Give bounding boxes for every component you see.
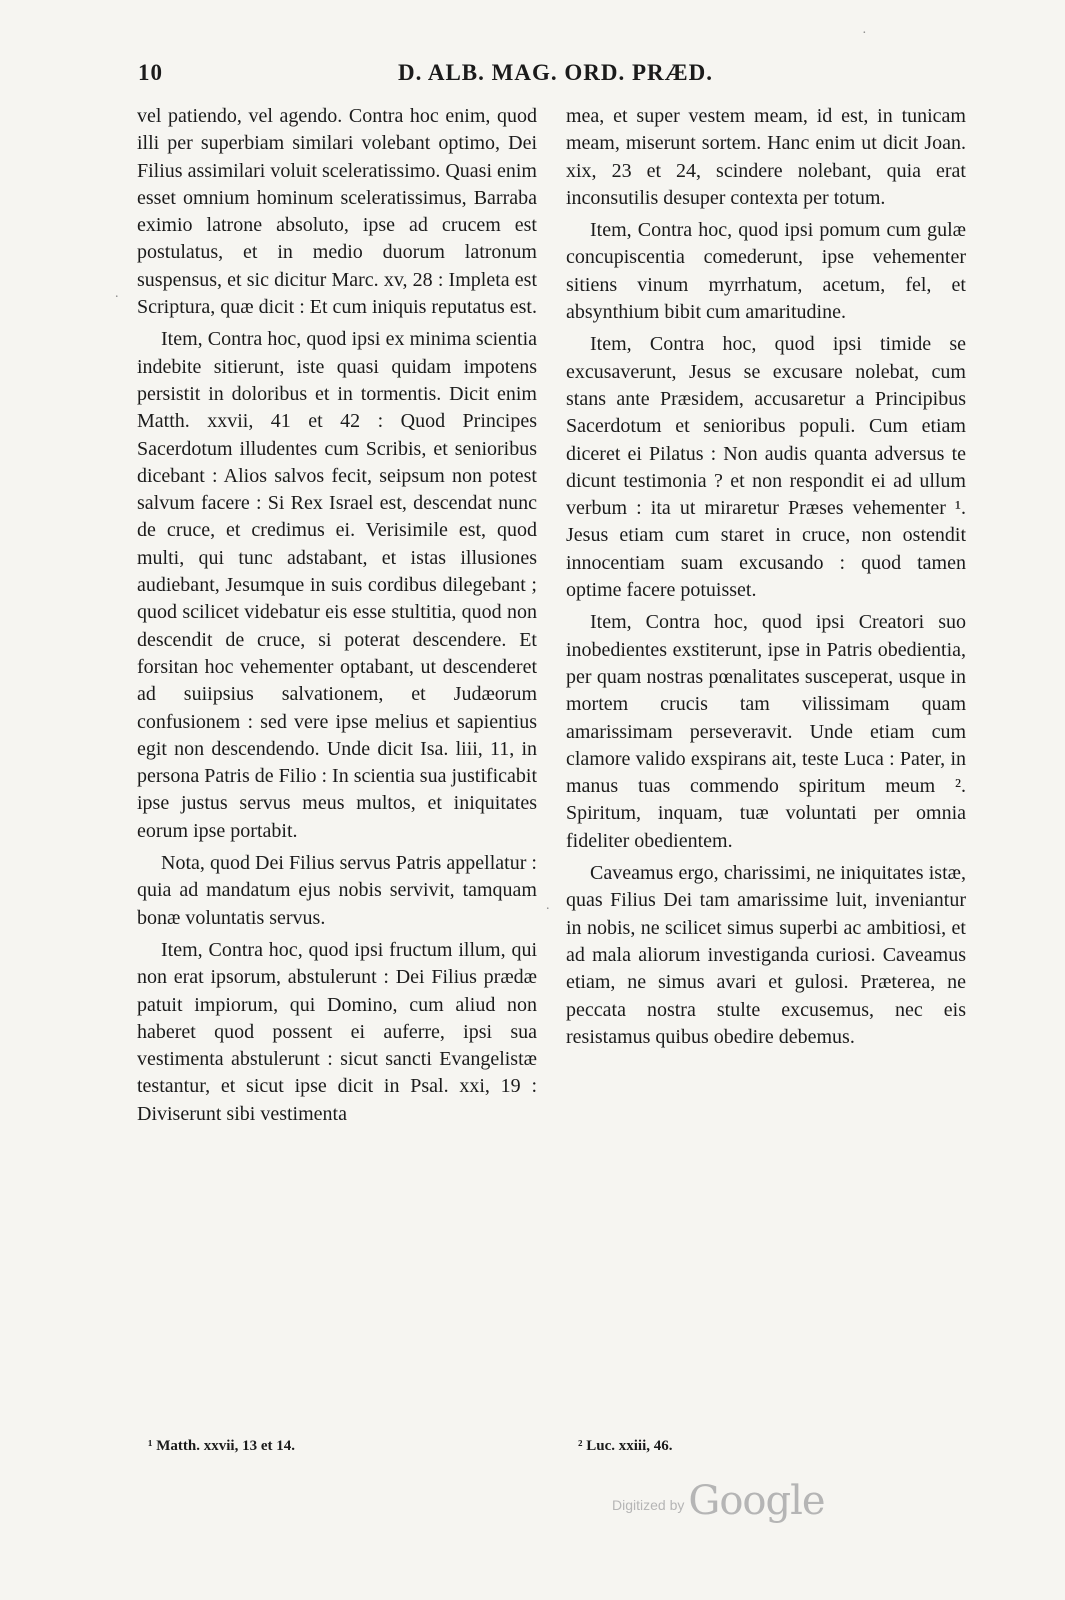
footnote-left: ¹ Matth. xxvii, 13 et 14. (148, 1438, 295, 1454)
margin-mark: . (115, 286, 119, 301)
paragraph: Item, Contra hoc, quod ipsi Creatori suo inobedientes exstiterunt, ipse in Patris obedientia, per quam nostras pœnalitates susceperat, usque in mortem crucis tam vilissimam quam amarissimam perseveravit. Unde etiam cum clamore valido exspirans ait, teste Luca : Pater, in manus tuas commendo spiritum meum ². Spiritum, inquam, tuæ voluntati per omnia fideliter obedientem. (566, 611, 966, 852)
google-logo: Google (688, 1478, 825, 1524)
paragraph: Caveamus ergo, charissimi, ne iniquitates istæ, quas Filius Dei tam amarissime luit, inveniantur in nobis, ne scilicet simus superbi ac ambitiosi, et ad mala aliorum investiganda curiosi. Caveamus etiam, ne simus avari et gulosi. Præterea, ne peccata nostra stulte excusemus, nec eis resistamus quibus obedire debemus. (566, 862, 966, 1048)
paragraph: Item, Contra hoc, quod ipsi timide se excusaverunt, Jesus se excusare nolebat, cum stans ante Præsidem, accusaretur a Principibus Sacerdotum et senioribus populi. Cum etiam diceret ei Pilatus : Non audis quanta adversus te dicunt testimonia ? et non respondit ei ad ullum verbum : ita ut miraretur Præses vehementer ¹. Jesus etiam cum staret in cruce, non ostendit innocentiam suam excusando : quod tamen optime facere potuisset. (566, 333, 966, 602)
paragraph: mea, et super vestem meam, id est, in tunicam meam, miserunt sortem. Hanc enim ut dicit Joan. xix, 23 et 24, scindere nolebant, quia erat inconsutilis desuper contexta per totum. (566, 105, 966, 209)
paragraph: Item, Contra hoc, quod ipsi ex minima scientia indebite sitierunt, iste quasi quidam impotens persistit in doloribus et in tormentis. Dicit enim Matth. xxvii, 41 et 42 : Quod Principes Sacerdotum illudentes cum Scribis, et senioribus dicebant : Alios salvos fecit, seipsum non potest salvum facere : Si Rex Israel est, descendat nunc de cruce, et credimus ei. Verisimile est, quod multi, qui tunc adstabant, et istas illusiones audiebant, Jesumque in suis cordibus dilegebant ; quod scilicet videbatur eis esse stultitia, quod non descendit de cruce, si poterat descendere. Et forsitan hoc vehementer optabant, ut descenderet ad suiipsius salvationem, et Judæorum confusionem : sed vere ipse melius et sapientius egit non descendendo. Unde dicit Isa. liii, 11, in persona Patris de Filio : In scientia sua justificabit ipse justus servus meus multos, et iniquitates eorum ipse portabit. (137, 328, 537, 842)
watermark-small-text: Digitized by (612, 1497, 685, 1513)
paragraph: Nota, quod Dei Filius servus Patris appellatur : quia ad mandatum ejus nobis servivit, tamquam bonæ voluntatis servus. (137, 852, 537, 929)
paragraph: Item, Contra hoc, quod ipsi fructum illum, qui non erat ipsorum, abstulerunt : Dei Filius prædæ patuit impiorum, qui Domino, cum aliud non haberet quod possent ei auferre, ipsi sua vestimenta abstulerunt : sicut sancti Evangelistæ testantur, et sicut ipse dicit in Psal. xxi, 19 : Diviserunt sibi vestimenta (137, 938, 537, 1125)
left-column (137, 103, 537, 1133)
paragraph: Item, Contra hoc, quod ipsi pomum cum gulæ concupiscentia comederunt, ipse vehementer sitiens vinum myrrhatum, acetum, fel, et absynthium bibit cum amaritudine. (566, 219, 966, 324)
right-column (566, 103, 966, 1056)
margin-mark: . (546, 898, 550, 913)
page-header (138, 60, 968, 94)
footnote-right: ² Luc. xxiii, 46. (578, 1438, 673, 1454)
digitized-watermark (612, 1478, 825, 1528)
margin-mark: · (862, 26, 867, 41)
paragraph: vel patiendo, vel agendo. Contra hoc enim, quod illi per superbiam similari volebant optimo, Dei Filius assimilari voluit sceleratissimo. Quasi enim esset omnium hominum sceleratissimus, Barraba eximio latrone absoluto, ipse ad crucem est postulatus, et in medio duorum latronum suspensus, et sic dicitur Marc. xv, 28 : Impleta est Scriptura, quæ dicit : Et cum iniquis reputatus est. (137, 105, 537, 319)
page-number: 10 (138, 60, 163, 85)
running-title: D. ALB. MAG. ORD. PRÆD. (398, 60, 713, 85)
